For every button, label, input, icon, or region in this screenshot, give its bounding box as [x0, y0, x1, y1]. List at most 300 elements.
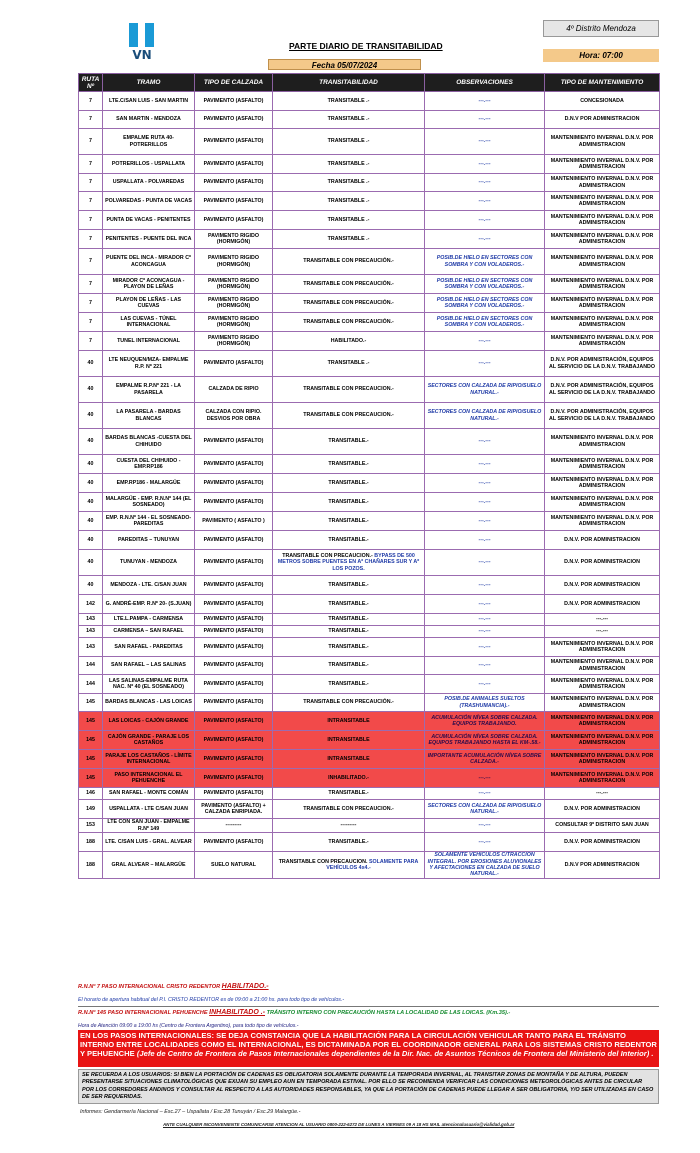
ruta-cell	[79, 614, 103, 626]
mantenimiento-cell	[545, 211, 660, 230]
tramo-cell	[103, 819, 195, 833]
tramo-cell	[103, 833, 195, 852]
ruta-cell-text: 144	[86, 680, 95, 687]
transitabilidad-cell-text: TRANSITABLE.-	[328, 680, 369, 687]
transitabilidad-cell-text: INHABILITADO.-	[328, 774, 369, 781]
observaciones-cell-text: POSIB.DE HIELO EN SECTORES CON SOMBRA Y CON VOLADEROS.-	[436, 255, 533, 268]
col-transitabilidad: TRANSITABILIDAD	[273, 74, 425, 92]
transitabilidad-cell	[273, 455, 425, 474]
cristo-redentor-status: HABILITADO.-	[221, 983, 269, 990]
mantenimiento-cell-text: MANTENIMIENTO INVERNAL D.N.V. POR ADMINISTRACION	[550, 194, 654, 207]
calzada-cell	[195, 614, 273, 626]
table-row	[79, 626, 660, 638]
mantenimiento-cell	[545, 474, 660, 493]
ruta-cell-text: 40	[87, 360, 94, 367]
mantenimiento-cell	[545, 512, 660, 531]
transitabilidad-cell-text: TRANSITABLE.-	[328, 479, 369, 486]
tramo-cell-text: USPALLATA - LTE C/SAN JUAN	[109, 805, 188, 812]
mantenimiento-cell	[545, 712, 660, 731]
mantenimiento-cell	[545, 111, 660, 129]
calzada-cell	[195, 403, 273, 429]
tramo-cell-text: POTRERILLOS - USPALLATA	[111, 160, 186, 167]
transitabilidad-extra-text: BYPASS DE 500 METROS SOBRE PUENTES EN Aº CHAÑARES SUR Y Aº LOS POZOS.	[277, 552, 420, 572]
observaciones-cell	[425, 750, 545, 769]
tramo-cell-text: MALARGÜE - EMP. R.N.Nº 144 (EL SOSNEADO)	[105, 495, 192, 508]
mantenimiento-cell	[545, 332, 660, 351]
transitabilidad-cell	[273, 111, 425, 129]
transitabilidad-cell	[273, 275, 425, 294]
table-row	[79, 275, 660, 294]
international-passes-notice	[78, 1030, 659, 1067]
tramo-cell	[103, 512, 195, 531]
transitabilidad-cell-text: TRANSITABLE.-	[328, 838, 369, 845]
transitabilidad-cell	[273, 249, 425, 275]
transitabilidad-cell-text: TRANSITABLE.-	[328, 790, 369, 797]
mantenimiento-cell-text: D.N.V POR ADMINISTRACION	[564, 116, 640, 123]
mantenimiento-cell-text: D.N.V. POR ADMINISTRACIÓN, EQUIPOS AL SERVICIO DE LA D.N.V. TRABAJANDO	[549, 383, 655, 396]
calzada-cell-text: PAVIMENTO (ASFALTO)	[203, 216, 264, 223]
tramo-cell-text: TUNUYAN - MENDOZA	[120, 559, 177, 566]
transitabilidad-cell	[273, 531, 425, 550]
table-row	[79, 819, 660, 833]
calzada-cell	[195, 638, 273, 657]
ruta-cell-text: 7	[89, 280, 92, 287]
transitabilidad-cell	[273, 192, 425, 211]
tramo-cell	[103, 294, 195, 313]
transitabilidad-cell-text: TRANSITABLE .-	[327, 138, 370, 145]
calzada-cell	[195, 800, 273, 819]
ruta-cell-text: 40	[87, 559, 94, 566]
observaciones-cell	[425, 675, 545, 694]
ruta-cell	[79, 429, 103, 455]
tramo-cell-text: PARAJE LOS CASTAÑOS - LÍMITE INTERNACIONAL	[105, 752, 192, 765]
ruta-cell	[79, 230, 103, 249]
calzada-cell	[195, 595, 273, 614]
observaciones-cell-text: ---.---	[478, 160, 491, 167]
tramo-cell	[103, 852, 195, 879]
observaciones-cell	[425, 694, 545, 712]
ruta-cell	[79, 211, 103, 230]
mantenimiento-cell	[545, 455, 660, 474]
observaciones-cell	[425, 712, 545, 731]
transitabilidad-cell	[273, 788, 425, 800]
table-row	[79, 155, 660, 174]
tramo-cell	[103, 800, 195, 819]
time-badge: Hora: 07:00	[543, 49, 659, 62]
ruta-cell-text: 40	[87, 460, 94, 467]
tramo-cell	[103, 455, 195, 474]
observaciones-cell-text: IMPORTANTE ACUMULACIÓN NÍVEA SOBRE CALZADA.-	[427, 752, 542, 765]
observaciones-cell	[425, 230, 545, 249]
observaciones-cell	[425, 833, 545, 852]
table-row	[79, 731, 660, 750]
transitabilidad-cell-text: TRANSITABLE CON PRECAUCIÓN.-	[303, 299, 394, 306]
observaciones-cell	[425, 769, 545, 788]
ruta-cell	[79, 769, 103, 788]
transitabilidad-cell-text: TRANSITABLE .-	[327, 116, 370, 123]
transitabilidad-cell	[273, 694, 425, 712]
calzada-cell-text: PAVIMENTO RIGIDO (HORMIGÓN)	[208, 315, 259, 328]
transitabilidad-cell-text: ---------	[340, 822, 357, 829]
ruta-cell-text: 7	[89, 235, 92, 242]
ruta-cell-text: 145	[86, 699, 95, 706]
calzada-cell-text: PAVIMENTO (ASFALTO)	[203, 116, 264, 123]
tramo-cell-text: BARDAS BLANCAS - LAS LOICAS	[105, 699, 192, 706]
calzada-cell	[195, 788, 273, 800]
calzada-cell-text: PAVIMENTO RIGIDO (HORMIGÓN)	[208, 255, 259, 268]
mantenimiento-cell-text: MANTENIMIENTO INVERNAL D.N.V. POR ADMINISTRACIÓN	[550, 334, 654, 347]
observaciones-cell-text: ACUMULACIÓN NÍVEA SOBRE CALZADA. EQUIPOS TRABAJANDO.	[431, 714, 538, 727]
tramo-cell-text: EMP. R.N.Nº 144 - EL SOSNEADO- PAREDITAS	[105, 514, 192, 527]
calzada-cell-text: PAVIMENTO RIGIDO (HORMIGÓN)	[208, 277, 259, 290]
calzada-cell-text: PAVIMENTO (ASFALTO)	[203, 790, 264, 797]
ruta-cell	[79, 249, 103, 275]
calzada-cell-text: PAVIMENTO (ASFALTO)	[203, 717, 264, 724]
transitabilidad-cell	[273, 512, 425, 531]
observaciones-cell	[425, 294, 545, 313]
observaciones-cell-text: ---.---	[478, 536, 491, 543]
calzada-cell-text: PAVIMENTO (ASFALTO)	[203, 138, 264, 145]
ruta-cell-text: 7	[89, 299, 92, 306]
mantenimiento-cell-text: MANTENIMIENTO INVERNAL D.N.V. POR ADMINISTRACION	[550, 135, 654, 148]
mantenimiento-cell-text: MANTENIMIENTO INVERNAL D.N.V. POR ADMINISTRACION	[550, 176, 654, 189]
ruta-cell	[79, 455, 103, 474]
tramo-cell-text: SAN RAFAEL - PAREDITAS	[114, 643, 183, 650]
ruta-cell-text: 40	[87, 386, 94, 393]
mantenimiento-cell	[545, 576, 660, 595]
observaciones-cell	[425, 512, 545, 531]
ruta-cell	[79, 275, 103, 294]
vialidad-logo	[125, 23, 159, 67]
tramo-cell-text: CARMENSA – SAN RAFAEL	[113, 628, 184, 635]
transitabilidad-cell	[273, 595, 425, 614]
observaciones-cell-text: ---.---	[478, 643, 491, 650]
transitabilidad-cell-text: TRANSITABLE.-	[328, 628, 369, 635]
transitabilidad-cell-text: TRANSITABLE.-	[328, 643, 369, 650]
district-box: 4º Distrito Mendoza	[543, 20, 659, 37]
ruta-cell-text: 40	[87, 479, 94, 486]
table-row	[79, 531, 660, 550]
observaciones-cell-text: ---.---	[478, 337, 491, 344]
transitabilidad-cell	[273, 377, 425, 403]
table-row	[79, 111, 660, 129]
logo-text: VN	[132, 48, 152, 62]
tramo-cell-text: SAN RAFAEL – LAS SALINAS	[111, 662, 186, 669]
ruta-cell-text: 145	[86, 755, 95, 762]
calzada-cell	[195, 576, 273, 595]
observaciones-cell-text: ---.---	[478, 479, 491, 486]
ruta-cell	[79, 833, 103, 852]
ruta-cell	[79, 788, 103, 800]
table-row	[79, 657, 660, 675]
observaciones-cell-text: SECTORES CON CALZADA DE RIPIO/SUELO NATURAL.-	[427, 383, 542, 396]
tramo-cell-text: PASO INTERNACIONAL EL PEHUENCHE	[114, 771, 183, 784]
transitabilidad-cell	[273, 750, 425, 769]
ruta-cell-text: 40	[87, 498, 94, 505]
mantenimiento-cell	[545, 294, 660, 313]
transitabilidad-cell-text: INTRANSITABLE	[327, 755, 370, 762]
ruta-cell-text: 7	[89, 138, 92, 145]
observaciones-cell	[425, 211, 545, 230]
calzada-cell-text: PAVIMENTO (ASFALTO)	[203, 838, 264, 845]
tramo-cell	[103, 192, 195, 211]
ruta-cell-text: 143	[86, 628, 95, 635]
ruta-cell-text: 40	[87, 517, 94, 524]
mantenimiento-cell-text: MANTENIMIENTO INVERNAL D.N.V. POR ADMINISTRACION	[550, 714, 654, 727]
observaciones-cell	[425, 174, 545, 192]
table-row	[79, 712, 660, 731]
ruta-cell	[79, 474, 103, 493]
transitabilidad-cell-text: TRANSITABLE CON PRECAUCION.-	[303, 386, 394, 393]
table-row	[79, 294, 660, 313]
mantenimiento-cell-text: MANTENIMIENTO INVERNAL D.N.V. POR ADMINISTRACION	[550, 640, 654, 653]
calzada-cell-text: PAVIMENTO (ASFALTO)	[203, 479, 264, 486]
calzada-cell	[195, 626, 273, 638]
mantenimiento-cell-text: MANTENIMIENTO INVERNAL D.N.V. POR ADMINISTRACION	[550, 495, 654, 508]
tramo-cell-text: LTE NEUQUEN/MZA- EMPALME R.P. Nº 221	[108, 357, 189, 370]
mantenimiento-cell	[545, 657, 660, 675]
calzada-cell	[195, 769, 273, 788]
tramo-cell	[103, 657, 195, 675]
tramo-cell-text: MIRADOR Cº ACONCAGUA - PLAYON DE LEÑAS	[112, 277, 185, 290]
calzada-cell-text: PAVIMENTO (ASFALTO)	[203, 662, 264, 669]
observaciones-cell	[425, 351, 545, 377]
observaciones-cell-text: ACUMULACIÓN NÍVEA SOBRE CALZADA. EQUIPOS TRABAJANDO HASTA EL KM-.58.-	[428, 733, 541, 746]
mantenimiento-cell	[545, 852, 660, 879]
mantenimiento-cell	[545, 249, 660, 275]
transitabilidad-cell	[273, 731, 425, 750]
observaciones-cell	[425, 275, 545, 294]
tramo-cell	[103, 429, 195, 455]
ruta-cell-text: 40	[87, 438, 94, 445]
observaciones-cell	[425, 614, 545, 626]
mantenimiento-cell	[545, 614, 660, 626]
transitabilidad-cell	[273, 92, 425, 111]
ruta-cell	[79, 377, 103, 403]
tramo-cell	[103, 275, 195, 294]
mantenimiento-cell-text: D.N.V. POR ADMINISTRACIÓN, EQUIPOS AL SERVICIO DE LA D.N.V. TRABAJANDO	[549, 357, 655, 370]
transitabilidad-cell	[273, 174, 425, 192]
ruta-cell-text: 7	[89, 97, 92, 104]
calzada-cell	[195, 675, 273, 694]
observaciones-cell-text: ---.---	[478, 581, 491, 588]
transitabilidad-cell	[273, 614, 425, 626]
tramo-cell-text: LA PASARELA - BARDAS BLANCAS	[116, 409, 181, 422]
calzada-cell-text: PAVIMENTO (ASFALTO)	[203, 643, 264, 650]
ruta-cell	[79, 819, 103, 833]
ruta-cell	[79, 675, 103, 694]
calzada-cell	[195, 174, 273, 192]
mantenimiento-cell	[545, 750, 660, 769]
mantenimiento-cell-text: MANTENIMIENTO INVERNAL D.N.V. POR ADMINISTRACION	[550, 232, 654, 245]
calzada-cell	[195, 111, 273, 129]
ruta-cell	[79, 332, 103, 351]
mantenimiento-cell-text: MANTENIMIENTO INVERNAL D.N.V. POR ADMINISTRACION	[550, 752, 654, 765]
tramo-cell	[103, 313, 195, 332]
pehuenche-internal-traffic: TRÁNSITO INTERNO CON PRECAUCIÓN HASTA LA LOCALIDAD DE LAS LOICAS. (Km.35).-	[266, 1010, 511, 1016]
table-header-row	[79, 74, 660, 92]
observaciones-cell	[425, 429, 545, 455]
tramo-cell	[103, 712, 195, 731]
calzada-cell-text: PAVIMENTO (ASFALTO) + CALZADA ENRIPIADA.	[201, 802, 266, 815]
table-row	[79, 174, 660, 192]
mantenimiento-cell-text: MANTENIMIENTO INVERNAL D.N.V. POR ADMINISTRACION	[550, 255, 654, 268]
tramo-cell-text: MENDOZA - LTE. C/SAN JUAN	[110, 581, 187, 588]
observaciones-cell	[425, 155, 545, 174]
observaciones-cell-text: ---.---	[478, 616, 491, 623]
ruta-cell-text: 145	[86, 736, 95, 743]
ruta-cell-text: 40	[87, 412, 94, 419]
observaciones-cell-text: ---.---	[478, 774, 491, 781]
tramo-cell-text: CAJÓN GRANDE - PARAJE LOS CASTAÑOS	[107, 733, 190, 746]
tramo-cell	[103, 474, 195, 493]
observaciones-cell-text: ---.---	[478, 517, 491, 524]
table-row	[79, 550, 660, 576]
ruta-cell-text: 7	[89, 116, 92, 123]
calzada-cell-text: CALZADA DE RIPIO	[208, 386, 259, 393]
ruta-cell	[79, 111, 103, 129]
transitabilidad-cell	[273, 403, 425, 429]
transitabilidad-cell-text: TRANSITABLE.-	[328, 616, 369, 623]
transitability-table	[78, 73, 660, 879]
observaciones-cell-text: ---.---	[478, 138, 491, 145]
logo-bar-left	[129, 23, 138, 47]
calzada-cell-text: CALZADA CON RIPIO. DESVIOS POR OBRA	[205, 409, 262, 422]
ruta-cell	[79, 493, 103, 512]
tramo-cell	[103, 750, 195, 769]
tramo-cell	[103, 493, 195, 512]
transitabilidad-cell	[273, 294, 425, 313]
tramo-cell-text: CUESTA DEL CHIHUIDO - EMP.RP186	[116, 457, 181, 470]
contact-footer: ANTE CUALQUIER INCONVENIENTE COMUNICARSE ATENCION AL USUARIO 0800-222-6272 DE LUNES A VIERNES 09 A 18 HS MAIL atencionalusuario@vialidad.gob.ar	[163, 1122, 515, 1127]
transitabilidad-cell	[273, 852, 425, 879]
mantenimiento-cell-text: MANTENIMIENTO INVERNAL D.N.V. POR ADMINISTRACION	[550, 696, 654, 709]
observaciones-cell	[425, 313, 545, 332]
transitabilidad-cell	[273, 576, 425, 595]
calzada-cell-text: PAVIMENTO (ASFALTO)	[203, 438, 264, 445]
transitabilidad-cell-text: TRANSITABLE .-	[327, 179, 370, 186]
ruta-cell	[79, 638, 103, 657]
mantenimiento-cell-text: D.N.V POR ADMINISTRACION	[564, 861, 640, 868]
mantenimiento-cell	[545, 626, 660, 638]
mantenimiento-cell-text: MANTENIMIENTO INVERNAL D.N.V. POR ADMINISTRACION	[550, 476, 654, 489]
observaciones-cell	[425, 852, 545, 879]
mantenimiento-cell-text: ---.---	[595, 790, 609, 797]
table-row	[79, 694, 660, 712]
transitabilidad-cell	[273, 351, 425, 377]
mantenimiento-cell-text: D.N.V. POR ADMINISTRACION	[564, 559, 640, 566]
transitabilidad-cell-text: TRANSITABLE.-	[328, 600, 369, 607]
ruta-cell-text: 143	[86, 643, 95, 650]
calzada-cell-text: PAVIMENTO (ASFALTO)	[203, 160, 264, 167]
ruta-cell	[79, 626, 103, 638]
observaciones-cell	[425, 493, 545, 512]
observaciones-cell-text: SOLAMENTE VEHÍCULOS C/TRACCIÓN INTEGRAL. POR EROSIONES ALUVIONALES Y AFECTACIONES EN CALZADA DE SUELO NATURAL.-	[427, 852, 542, 878]
tramo-cell-text: PUENTE DEL INCA - MIRADOR Cº ACONCAGUA	[106, 255, 191, 268]
notice-main-text: EN LOS PASOS INTERNACIONALES: SE DEJA CONSTANCIA QUE LA HABILITACIÓN PARA LA CIRCULACIÓN VEHICULAR TANTO PARA EL TRÁNSITO INTERNO ENTRE LOCALIDADES COMO EL INTERNACIONAL, ES DICTAMINADA POR EL COORDINADOR GENERAL PARA LOS SISTEMAS CRISTO REDENTOR Y PEHUENCHE	[80, 1031, 657, 1058]
calzada-cell	[195, 694, 273, 712]
mantenimiento-cell-text: MANTENIMIENTO INVERNAL D.N.V. POR ADMINISTRACION	[550, 733, 654, 746]
table-row	[79, 230, 660, 249]
transitabilidad-cell	[273, 712, 425, 731]
calzada-cell	[195, 230, 273, 249]
ruta-cell-text: 40	[87, 581, 94, 588]
observaciones-cell	[425, 550, 545, 576]
table-row	[79, 351, 660, 377]
ruta-cell	[79, 712, 103, 731]
table-row	[79, 249, 660, 275]
tramo-cell	[103, 769, 195, 788]
mantenimiento-cell-text: MANTENIMIENTO INVERNAL D.N.V. POR ADMINISTRACION	[550, 514, 654, 527]
table-row	[79, 377, 660, 403]
mantenimiento-cell	[545, 550, 660, 576]
transitabilidad-cell-text: TRANSITABLE CON PRECAUCION.	[278, 858, 368, 865]
ruta-cell	[79, 294, 103, 313]
calzada-cell	[195, 512, 273, 531]
tramo-cell	[103, 576, 195, 595]
table-row	[79, 833, 660, 852]
mantenimiento-cell	[545, 351, 660, 377]
ruta-cell-text: 153	[86, 822, 95, 829]
calzada-cell	[195, 249, 273, 275]
mantenimiento-cell	[545, 155, 660, 174]
tramo-cell-text: LTE.L.PAMPA - CARMENSA	[113, 616, 184, 623]
transitabilidad-cell-text: TRANSITABLE.-	[328, 517, 369, 524]
tramo-cell	[103, 111, 195, 129]
tramo-cell-text: LAS CUEVAS - TÚNEL INTERNACIONAL	[120, 315, 177, 328]
observaciones-cell	[425, 576, 545, 595]
transitabilidad-cell	[273, 769, 425, 788]
mantenimiento-cell-text: D.N.V. POR ADMINISTRACION	[564, 805, 640, 812]
calzada-cell-text: PAVIMENTO (ASFALTO)	[203, 736, 264, 743]
calzada-cell	[195, 429, 273, 455]
ruta-cell-text: 145	[86, 717, 95, 724]
table-row	[79, 852, 660, 879]
tramo-cell-text: POLVAREDAS - PUNTA DE VACAS	[105, 197, 192, 204]
tramo-cell	[103, 155, 195, 174]
tramo-cell-text: SAN MARTIN - MENDOZA	[116, 116, 181, 123]
transitabilidad-cell	[273, 313, 425, 332]
calzada-cell	[195, 275, 273, 294]
mantenimiento-cell-text: MANTENIMIENTO INVERNAL D.N.V. POR ADMINISTRACION	[550, 677, 654, 690]
transitabilidad-cell-text: TRANSITABLE .-	[327, 197, 370, 204]
ruta-cell	[79, 403, 103, 429]
observaciones-cell	[425, 731, 545, 750]
transitabilidad-cell	[273, 230, 425, 249]
ruta-cell	[79, 155, 103, 174]
tramo-cell	[103, 230, 195, 249]
transitabilidad-cell	[273, 429, 425, 455]
ruta-cell-text: 7	[89, 258, 92, 265]
calzada-cell	[195, 531, 273, 550]
calzada-cell-text: PAVIMENTO (ASFALTO)	[203, 680, 264, 687]
mantenimiento-cell-text: CONSULTAR 9º DISTRITO SAN JUAN	[555, 822, 649, 829]
tramo-cell	[103, 377, 195, 403]
document-title: PARTE DIARIO DE TRANSITABILIDAD	[289, 41, 443, 51]
mantenimiento-cell-text: MANTENIMIENTO INVERNAL D.N.V. POR ADMINISTRACION	[550, 435, 654, 448]
transitabilidad-cell-text: TRANSITABLE.-	[328, 460, 369, 467]
tramo-cell	[103, 595, 195, 614]
mantenimiento-cell	[545, 92, 660, 111]
tramo-cell-text: PLAYON DE LEÑAS - LAS CUEVAS	[115, 296, 182, 309]
calzada-cell-text: ---------	[225, 822, 242, 829]
calzada-cell	[195, 155, 273, 174]
table-row	[79, 788, 660, 800]
calzada-cell	[195, 833, 273, 852]
observaciones-cell	[425, 129, 545, 155]
transitabilidad-cell	[273, 493, 425, 512]
observaciones-cell	[425, 657, 545, 675]
